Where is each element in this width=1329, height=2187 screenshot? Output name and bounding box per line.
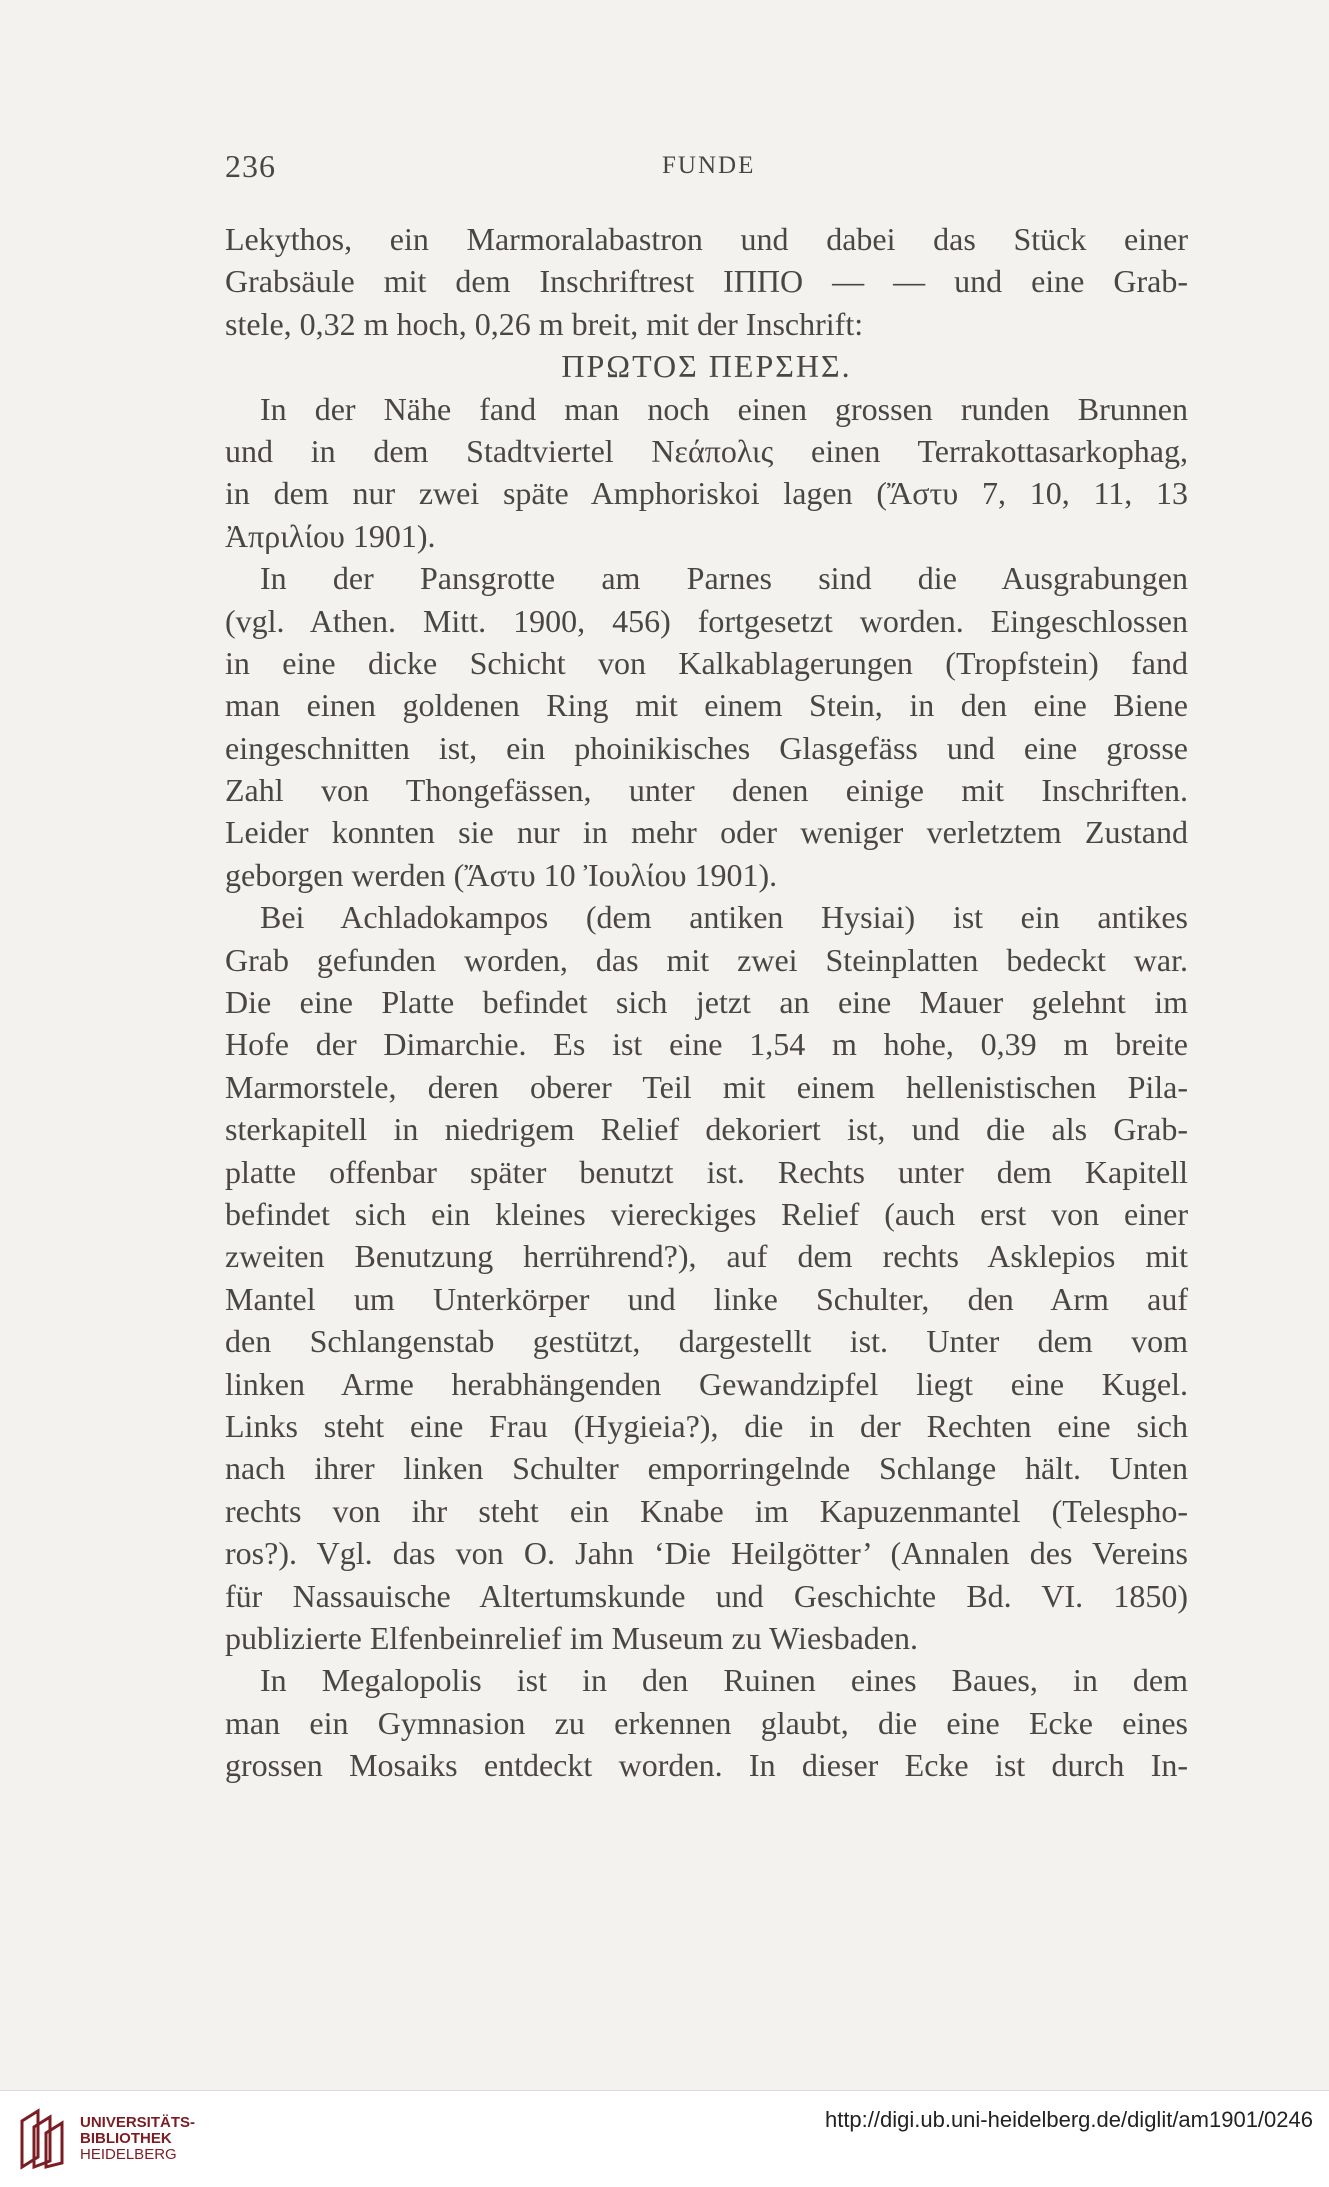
page-header xyxy=(0,148,1329,188)
text-line: Grab gefunden worden, das mit zwei Steinplatten bedeckt war. xyxy=(225,941,1188,978)
text-line: stele, 0,32 m hoch, 0,26 m breit, mit der Inschrift: xyxy=(225,305,864,342)
text-line: Die eine Platte befindet sich jetzt an eine Mauer gelehnt im xyxy=(225,984,1188,1021)
digital-object-link[interactable]: http://digi.ub.uni-heidelberg.de/diglit/am1901/0246 xyxy=(824,2107,1313,2132)
text-line: geborgen werden (Ἄστυ 10 Ἰουλίου 1901). xyxy=(225,856,778,893)
inscription-line: ΠΡΩΤΟΣ ΠΕΡΣΗΣ. xyxy=(561,348,852,385)
text-line: ros?). Vgl. das von O. Jahn ‘Die Heilgötter’ (Annalen des Vereins xyxy=(225,1535,1188,1572)
text-line: rechts von ihr steht ein Knabe im Kapuzenmantel (Telespho- xyxy=(225,1492,1188,1529)
text-line: Mantel um Unterkörper und linke Schulter, den Arm auf xyxy=(225,1280,1188,1317)
text-line: Zahl von Thongefässen, unter denen einige mit Inschriften. xyxy=(225,772,1188,809)
text-line: Hofe der Dimarchie. Es ist eine 1,54 m hohe, 0,39 m breite xyxy=(225,1026,1188,1063)
digitization-footer xyxy=(0,2090,1329,2187)
text-line: Marmorstele, deren oberer Teil mit einem hellenistischen Pila- xyxy=(225,1068,1188,1105)
text-line: und in dem Stadtviertel Νεάπολις einen Terrakottasarkophag, xyxy=(225,432,1188,469)
text-line: Links steht eine Frau (Hygieia?), die in der Rechten eine sich xyxy=(225,1407,1188,1444)
institution-line: BIBLIOTHEK xyxy=(80,2130,172,2147)
text-line: publizierte Elfenbeinrelief im Museum zu Wiesbaden. xyxy=(225,1619,918,1656)
text-line: man einen goldenen Ring mit einem Stein, in den eine Biene xyxy=(225,687,1188,724)
text-line: In der Pansgrotte am Parnes sind die Ausgrabungen xyxy=(260,560,1188,597)
text-line: man ein Gymnasion zu erkennen glaubt, die eine Ecke eines xyxy=(225,1704,1188,1741)
text-line: in eine dicke Schicht von Kalkablagerungen (Tropfstein) fand xyxy=(225,644,1188,681)
text-line: zweiten Benutzung herrührend?), auf dem rechts Asklepios mit xyxy=(225,1238,1188,1275)
text-line: In der Nähe fand man noch einen grossen runden Brunnen xyxy=(260,390,1188,427)
text-line: Leider konnten sie nur in mehr oder weniger verletztem Zustand xyxy=(225,814,1188,851)
text-line: eingeschnitten ist, ein phoinikisches Glasgefäss und eine grosse xyxy=(225,729,1188,766)
text-line: platte offenbar später benutzt ist. Rechts unter dem Kapitell xyxy=(225,1153,1188,1190)
page-number: 236 xyxy=(225,148,276,184)
text-line: In Megalopolis ist in den Ruinen eines Baues, in dem xyxy=(260,1662,1188,1699)
text-line: Lekythos, ein Marmoralabastron und dabei das Stück einer xyxy=(225,221,1188,257)
running-title: FUNDE xyxy=(662,152,756,179)
text-line: Grabsäule mit dem Inschriftrest ΙΠΠΟ — — und eine Grab- xyxy=(225,263,1188,300)
text-line: grossen Mosaiks entdeckt worden. In dieser Ecke ist durch In- xyxy=(225,1747,1188,1784)
institution-line: HEIDELBERG xyxy=(80,2146,177,2163)
library-logo-icon xyxy=(16,2107,68,2171)
institution-name xyxy=(80,2115,195,2163)
body-text xyxy=(225,218,1188,1786)
text-line: (vgl. Athen. Mitt. 1900, 456) fortgesetzt worden. Eingeschlossen xyxy=(225,602,1188,639)
text-line: für Nassauische Altertumskunde und Geschichte Bd. VI. 1850) xyxy=(225,1577,1188,1614)
institution-line: UNIVERSITÄTS- xyxy=(80,2114,196,2131)
text-line: nach ihrer linken Schulter emporringelnde Schlange hält. Unten xyxy=(225,1450,1188,1487)
text-line: befindet sich ein kleines viereckiges Relief (auch erst von einer xyxy=(225,1195,1188,1232)
text-line: sterkapitell in niedrigem Relief dekoriert ist, und die als Grab- xyxy=(225,1111,1188,1148)
text-line: in dem nur zwei späte Amphoriskoi lagen (Ἄστυ 7, 10, 11, 13 xyxy=(225,475,1188,512)
text-line: den Schlangenstab gestützt, dargestellt ist. Unter dem vom xyxy=(225,1323,1188,1360)
text-line: linken Arme herabhängenden Gewandzipfel liegt eine Kugel. xyxy=(225,1365,1188,1402)
text-line: Ἀπριλίου 1901). xyxy=(225,517,436,554)
text-line: Bei Achladokampos (dem antiken Hysiai) ist ein antikes xyxy=(260,899,1188,936)
